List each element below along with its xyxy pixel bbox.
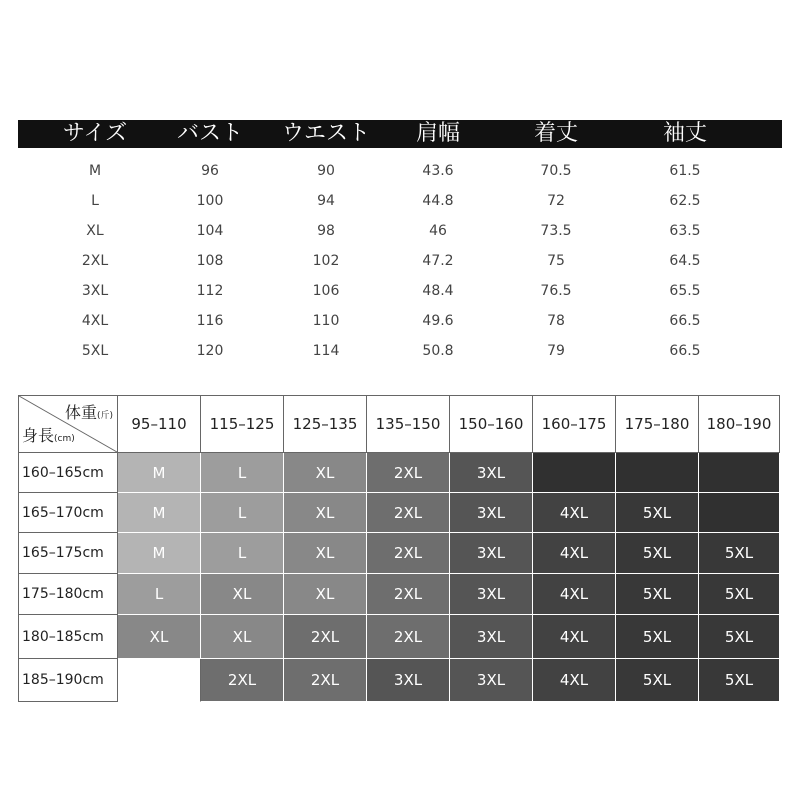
size-recommendation-cell: 3XL [450, 453, 533, 493]
fit-chart [18, 395, 780, 712]
cell-waist: 90 [317, 163, 335, 179]
size-recommendation-cell [699, 493, 780, 533]
size-recommendation-cell: XL [284, 493, 367, 533]
size-recommendation-cell: 2XL [367, 574, 450, 615]
cell-sleeve: 65.5 [669, 283, 701, 299]
header-size: サイズ [62, 121, 128, 146]
size-recommendation-cell: XL [284, 533, 367, 574]
cell-sleeve: 62.5 [669, 193, 701, 209]
cell-bust: 108 [196, 253, 224, 269]
size-recommendation-cell: 2XL [367, 453, 450, 493]
height-range-label: 165–175cm [18, 533, 118, 574]
size-recommendation-cell: L [201, 533, 284, 574]
weight-range-header: 150–160 [450, 395, 533, 453]
size-table-header [18, 120, 782, 148]
cell-size: M [88, 163, 102, 179]
header-length: 着丈 [533, 121, 579, 146]
cell-length: 72 [547, 193, 565, 209]
cell-waist: 98 [317, 223, 335, 239]
size-recommendation-cell: XL [284, 574, 367, 615]
height-axis-label: 身長(cm) [22, 426, 75, 445]
size-recommendation-cell: 5XL [616, 659, 699, 702]
size-recommendation-cell: 3XL [450, 615, 533, 659]
weight-range-header: 160–175 [533, 395, 616, 453]
cell-sleeve: 66.5 [669, 343, 701, 359]
cell-waist: 102 [312, 253, 340, 269]
cell-shoulder: 47.2 [422, 253, 454, 269]
header-sleeve: 袖丈 [662, 121, 708, 146]
cell-size: 3XL [81, 283, 109, 299]
size-recommendation-cell: XL [201, 574, 284, 615]
size-recommendation-cell: XL [118, 615, 201, 659]
cell-length: 76.5 [540, 283, 572, 299]
header-shoulder: 肩幅 [415, 121, 461, 146]
cell-length: 79 [547, 343, 565, 359]
size-table [18, 120, 782, 358]
cell-sleeve: 61.5 [669, 163, 701, 179]
size-recommendation-cell [533, 453, 616, 493]
size-recommendation-cell: 3XL [450, 533, 533, 574]
size-recommendation-cell: 3XL [450, 574, 533, 615]
size-recommendation-cell: L [201, 453, 284, 493]
size-table-row [18, 186, 782, 216]
cell-size: 5XL [81, 343, 109, 359]
height-range-label: 160–165cm [18, 453, 118, 493]
size-recommendation-cell: 2XL [201, 659, 284, 702]
cell-shoulder: 44.8 [422, 193, 454, 209]
cell-length: 78 [547, 313, 565, 329]
size-recommendation-cell [118, 659, 201, 702]
size-table-row [18, 336, 782, 366]
size-recommendation-cell: 5XL [699, 533, 780, 574]
size-recommendation-cell: XL [201, 615, 284, 659]
size-recommendation-cell [699, 453, 780, 493]
cell-length: 75 [547, 253, 565, 269]
size-recommendation-cell: 4XL [533, 533, 616, 574]
cell-shoulder: 49.6 [422, 313, 454, 329]
size-recommendation-cell [616, 453, 699, 493]
size-recommendation-cell: 2XL [284, 615, 367, 659]
cell-bust: 96 [201, 163, 219, 179]
cell-waist: 94 [317, 193, 335, 209]
height-range-label: 165–170cm [18, 493, 118, 533]
chart-corner-cell [18, 395, 118, 453]
size-recommendation-cell: 5XL [616, 574, 699, 615]
size-recommendation-cell: XL [284, 453, 367, 493]
size-recommendation-cell: 4XL [533, 493, 616, 533]
cell-bust: 116 [196, 313, 224, 329]
weight-range-header: 125–135 [284, 395, 367, 453]
size-recommendation-cell: 2XL [367, 533, 450, 574]
cell-bust: 100 [196, 193, 224, 209]
size-recommendation-cell: 3XL [367, 659, 450, 702]
height-range-label: 175–180cm [18, 574, 118, 615]
size-recommendation-cell: M [118, 493, 201, 533]
cell-size: L [91, 193, 99, 209]
size-recommendation-cell: 2XL [284, 659, 367, 702]
cell-size: 4XL [81, 313, 109, 329]
size-recommendation-cell: 4XL [533, 615, 616, 659]
size-recommendation-cell: M [118, 533, 201, 574]
cell-size: 2XL [81, 253, 109, 269]
size-table-row [18, 156, 782, 186]
weight-range-header: 115–125 [201, 395, 284, 453]
cell-shoulder: 43.6 [422, 163, 454, 179]
height-range-label: 180–185cm [18, 615, 118, 659]
cell-waist: 114 [312, 343, 340, 359]
cell-bust: 104 [196, 223, 224, 239]
header-bust: バスト [176, 121, 244, 146]
size-table-row [18, 306, 782, 336]
size-recommendation-cell: 4XL [533, 574, 616, 615]
cell-length: 70.5 [540, 163, 572, 179]
size-recommendation-cell: M [118, 453, 201, 493]
cell-bust: 120 [196, 343, 224, 359]
cell-shoulder: 46 [429, 223, 447, 239]
cell-waist: 110 [312, 313, 340, 329]
weight-range-header: 180–190 [699, 395, 780, 453]
size-recommendation-cell: 5XL [699, 615, 780, 659]
cell-shoulder: 50.8 [422, 343, 454, 359]
cell-sleeve: 66.5 [669, 313, 701, 329]
size-recommendation-cell: 3XL [450, 493, 533, 533]
size-table-body [18, 156, 782, 366]
size-recommendation-cell: 2XL [367, 493, 450, 533]
weight-range-header: 175–180 [616, 395, 699, 453]
weight-axis-label: 体重(斤) [64, 403, 113, 422]
size-recommendation-cell: 5XL [616, 533, 699, 574]
height-range-label: 185–190cm [18, 659, 118, 702]
cell-sleeve: 64.5 [669, 253, 701, 269]
size-recommendation-cell: 5XL [616, 493, 699, 533]
fit-chart-grid [18, 395, 780, 702]
size-table-row [18, 246, 782, 276]
size-recommendation-cell: L [118, 574, 201, 615]
size-recommendation-cell: 5XL [616, 615, 699, 659]
header-waist: ウエスト [281, 121, 371, 146]
cell-shoulder: 48.4 [422, 283, 454, 299]
size-recommendation-cell: 3XL [450, 659, 533, 702]
cell-size: XL [86, 223, 104, 239]
size-table-row [18, 276, 782, 306]
cell-length: 73.5 [540, 223, 572, 239]
cell-waist: 106 [312, 283, 340, 299]
size-recommendation-cell: 5XL [699, 659, 780, 702]
size-recommendation-cell: 4XL [533, 659, 616, 702]
cell-sleeve: 63.5 [669, 223, 701, 239]
size-recommendation-cell: 5XL [699, 574, 780, 615]
weight-range-header: 95–110 [118, 395, 201, 453]
cell-bust: 112 [196, 283, 224, 299]
size-recommendation-cell: 2XL [367, 615, 450, 659]
size-recommendation-cell: L [201, 493, 284, 533]
weight-range-header: 135–150 [367, 395, 450, 453]
size-table-row [18, 216, 782, 246]
